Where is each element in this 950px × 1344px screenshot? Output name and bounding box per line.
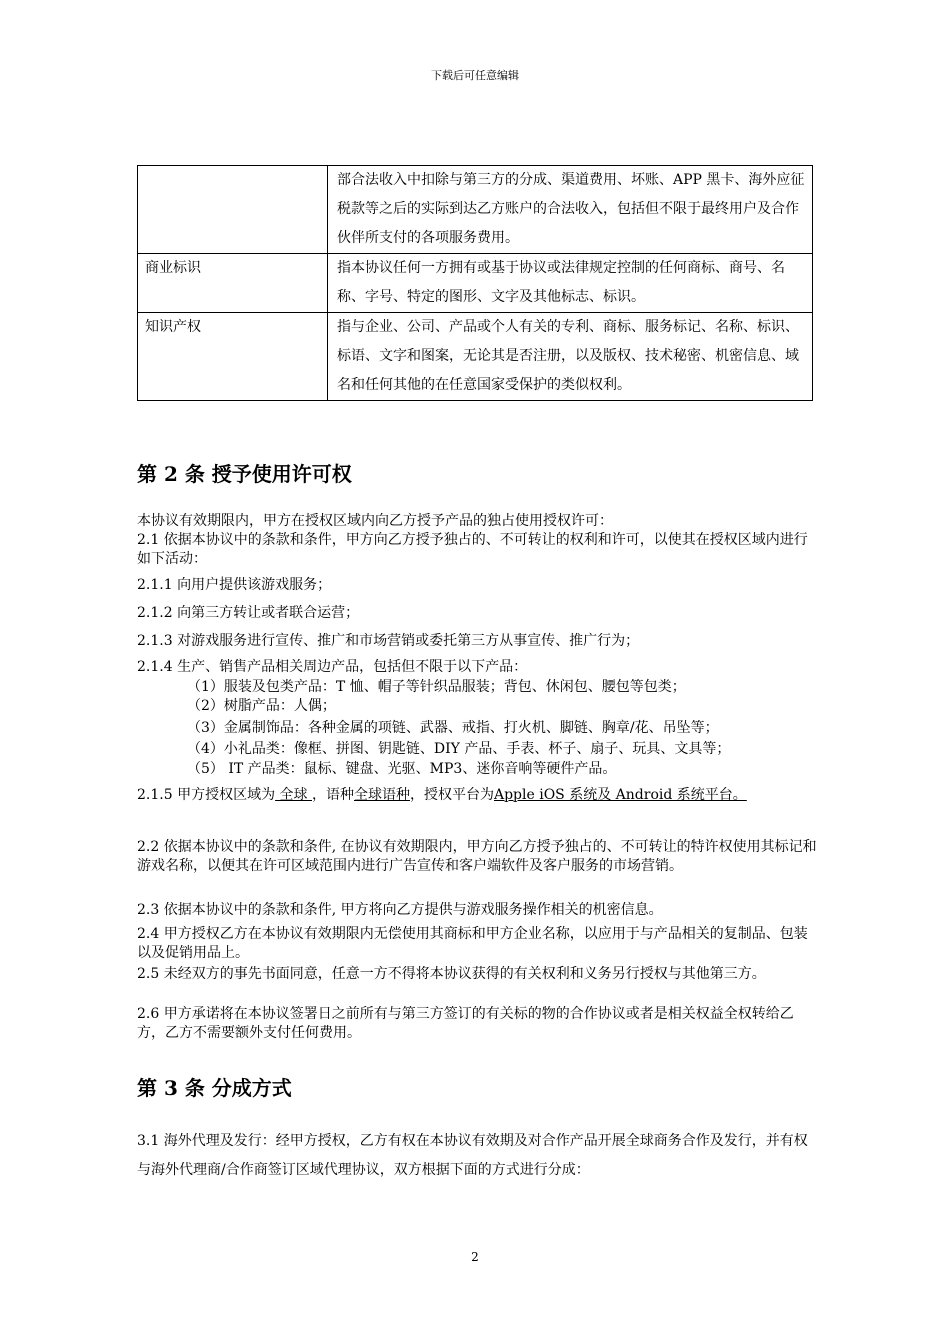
authorized-language: 全球语种 xyxy=(353,787,410,803)
list-item: （4）小礼品类：像框、拼图、钥匙链、DIY 产品、手表、杯子、扇子、玩具、文具等； xyxy=(187,741,731,757)
list-item: （1）服装及包类产品：T 恤、帽子等针织品服装；背包、休闲包、腰包等包类； xyxy=(187,679,686,695)
table-row xyxy=(138,313,813,401)
section-2-intro: 本协议有效期限内，甲方在授权区域内向乙方授予产品的独占使用授权许可： xyxy=(137,513,613,529)
clause-2-1-1: 2.1.1 向用户提供该游戏服务； xyxy=(137,577,332,593)
clause-2-1-3: 2.1.3 对游戏服务进行宣传、推广和市场营销或委托第三方从事宣传、推广行为； xyxy=(137,633,640,649)
definition-cell: 指本协议任何一方拥有或基于协议或法律规定控制的任何商标、商号、名称、字号、特定的图形、文字及其他标志、标识。 xyxy=(328,254,813,313)
clause-2-1-5-text: ，授权平台为 xyxy=(409,787,494,803)
page-number: 2 xyxy=(471,1250,479,1264)
clause-2-1-2: 2.1.2 向第三方转让或者联合运营； xyxy=(137,605,360,621)
list-item: （2）树脂产品：人偶； xyxy=(187,698,336,714)
clause-2-4: 2.4 甲方授权乙方在本协议有效期限内无偿使用其商标和甲方企业名称，以应用于与产品相关的复制品、包装以及促销用品上。 xyxy=(137,926,808,961)
table-row xyxy=(138,166,813,254)
term-cell: 知识产权 xyxy=(138,313,328,401)
list-item: （3）金属制饰品：各种金属的项链、武器、戒指、打火机、脚链、胸章/花、吊坠等； xyxy=(187,720,719,736)
clause-2-1-5-text: 2.1.5 甲方授权区域为 xyxy=(137,787,276,803)
table-row xyxy=(138,254,813,313)
clause-2-1-5 xyxy=(137,781,817,810)
clause-2-2: 2.2 依据本协议中的条款和条件, 在协议有效期限内，甲方向乙方授予独占的、不可转让的特许权使用其标记和游戏名称，以便其在许可区域范围内进行广告宣传和客户端软件及客户服务的市场营销。 xyxy=(137,839,817,874)
definition-cell: 指与企业、公司、产品或个人有关的专利、商标、服务标记、名称、标识、标语、文字和图案，无论其是否注册，以及版权、技术秘密、机密信息、域名和任何其他的在任意国家受保护的类似权利。 xyxy=(328,313,813,401)
clause-2-1-4: 2.1.4 生产、销售产品相关周边产品，包括但不限于以下产品： xyxy=(137,659,528,675)
clause-2-5: 2.5 未经双方的事先书面同意，任意一方不得将本协议获得的有关权利和义务另行授权与其他第三方。 xyxy=(137,966,766,982)
page-header: 下载后可任意编辑 xyxy=(431,69,519,82)
clause-2-1: 2.1 依据本协议中的条款和条件，甲方向乙方授予独占的、不可转让的权利和许可，以使其在授权区域内进行如下活动： xyxy=(137,532,808,567)
section-3-heading: 第 3 条 分成方式 xyxy=(137,1076,292,1100)
clause-2-3: 2.3 依据本协议中的条款和条件, 甲方将向乙方提供与游戏服务操作相关的机密信息。 xyxy=(137,902,663,918)
term-cell: 商业标识 xyxy=(138,254,328,313)
authorized-platform: Apple iOS 系统及 Android 系统平台。 xyxy=(493,787,747,803)
list-item: （5） IT 产品类：鼠标、键盘、光驱、MP3、迷你音响等硬件产品。 xyxy=(187,761,617,777)
authorized-region: 全球 xyxy=(275,787,312,803)
clause-2-6: 2.6 甲方承诺将在本协议签署日之前所有与第三方签订的有关标的物的合作协议或者是相关权益全权转给乙方，乙方不需要额外支付任何费用。 xyxy=(137,1006,794,1041)
definitions-table xyxy=(137,165,813,401)
definition-cell: 部合法收入中扣除与第三方的分成、渠道费用、坏账、APP 黑卡、海外应征税款等之后的实际到达乙方账户的合法收入，包括但不限于最终用户及合作伙伴所支付的各项服务费用。 xyxy=(328,166,813,254)
clause-2-1-5-text: ，语种 xyxy=(311,787,354,803)
clause-3-1: 3.1 海外代理及发行：经甲方授权，乙方有权在本协议有效期及对合作产品开展全球商务合作及发行，并有权与海外代理商/合作商签订区域代理协议，双方根据下面的方式进行分成： xyxy=(137,1133,808,1178)
term-cell xyxy=(138,166,328,254)
section-2-heading: 第 2 条 授予使用许可权 xyxy=(137,462,352,486)
